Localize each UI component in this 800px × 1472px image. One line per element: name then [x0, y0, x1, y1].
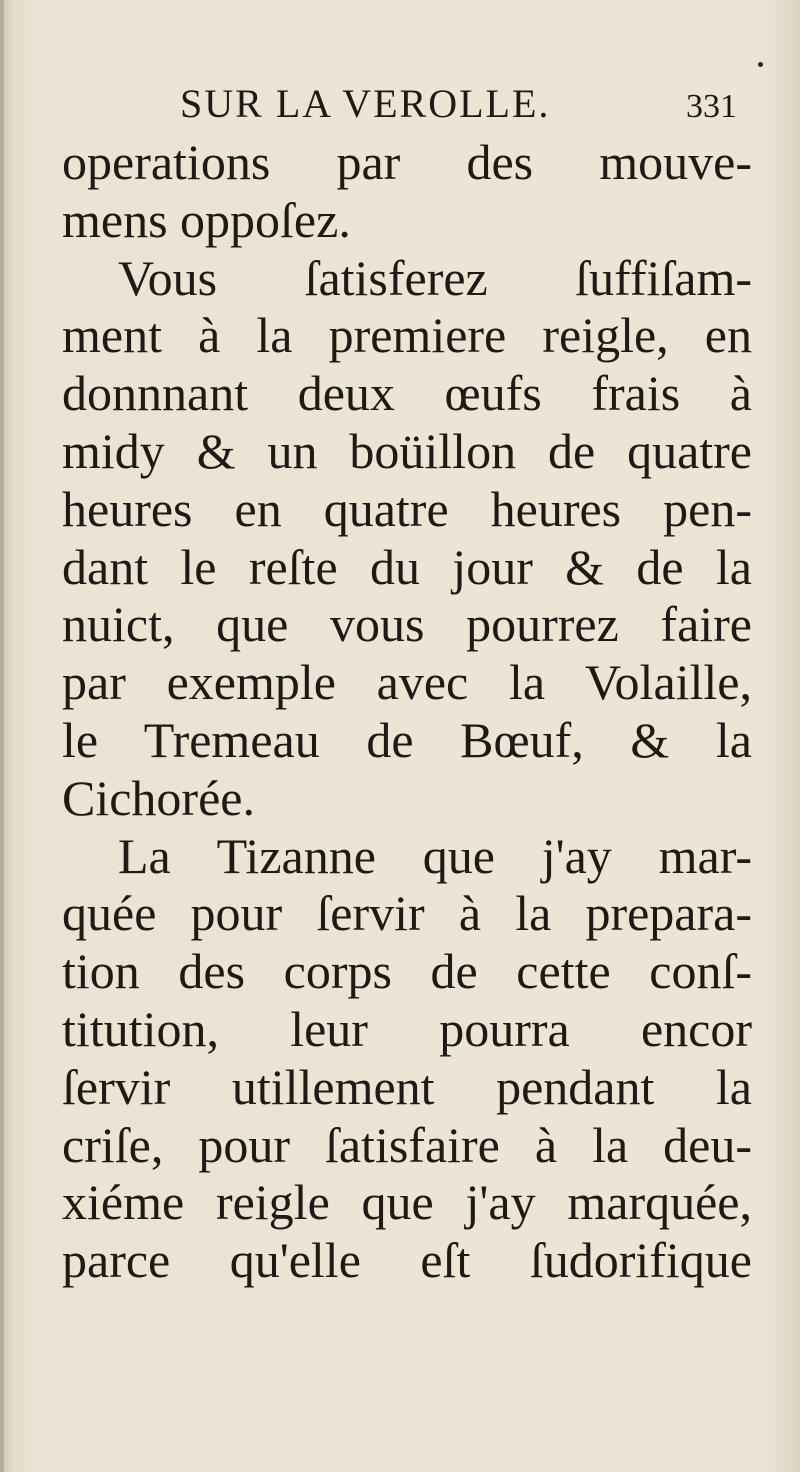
page-gutter-edge	[0, 0, 4, 1472]
body-text	[62, 134, 752, 1290]
text-line: titution, leur pourra encor	[62, 1000, 752, 1057]
paragraph-first-line: La Tizanne que j'ay mar-	[118, 827, 752, 884]
text-line: xiéme reigle que j'ay marquée,	[62, 1174, 752, 1231]
text-line: mens oppoſez.	[62, 191, 351, 248]
text-line: dant le reſte du jour & de la	[62, 538, 752, 595]
page-header	[0, 80, 800, 140]
ink-speck	[758, 62, 763, 67]
text-line: criſe, pour ſatisfaire à la deu-	[62, 1116, 752, 1173]
text-line: par exemple avec la Volaille,	[62, 654, 752, 711]
text-line: parce qu'elle eſt ſudorifique	[62, 1232, 752, 1289]
running-head: SUR LA VEROLLE.	[180, 81, 551, 126]
paragraph-first-line: Vous ſatisferez ſuffiſam-	[118, 249, 752, 306]
text-line: le Tremeau de Bœuf, & la	[62, 711, 752, 768]
text-line: heures en quatre heures pen-	[62, 480, 752, 537]
text-line: ment à la premiere reigle, en	[62, 307, 752, 364]
text-line: quée pour ſervir à la prepara-	[62, 885, 752, 942]
text-line: midy & un boüillon de quatre	[62, 422, 752, 479]
page-number: 331	[686, 88, 737, 125]
text-line: nuict, que vous pourrez faire	[62, 596, 752, 653]
text-line: donnnant deux œufs frais à	[62, 365, 752, 422]
text-line: operations par des mouve-	[62, 134, 752, 190]
text-line: Cichorée.	[62, 769, 255, 826]
text-line: ſervir utillement pendant la	[62, 1058, 752, 1115]
text-line: tion des corps de cette conſ-	[62, 943, 752, 1000]
